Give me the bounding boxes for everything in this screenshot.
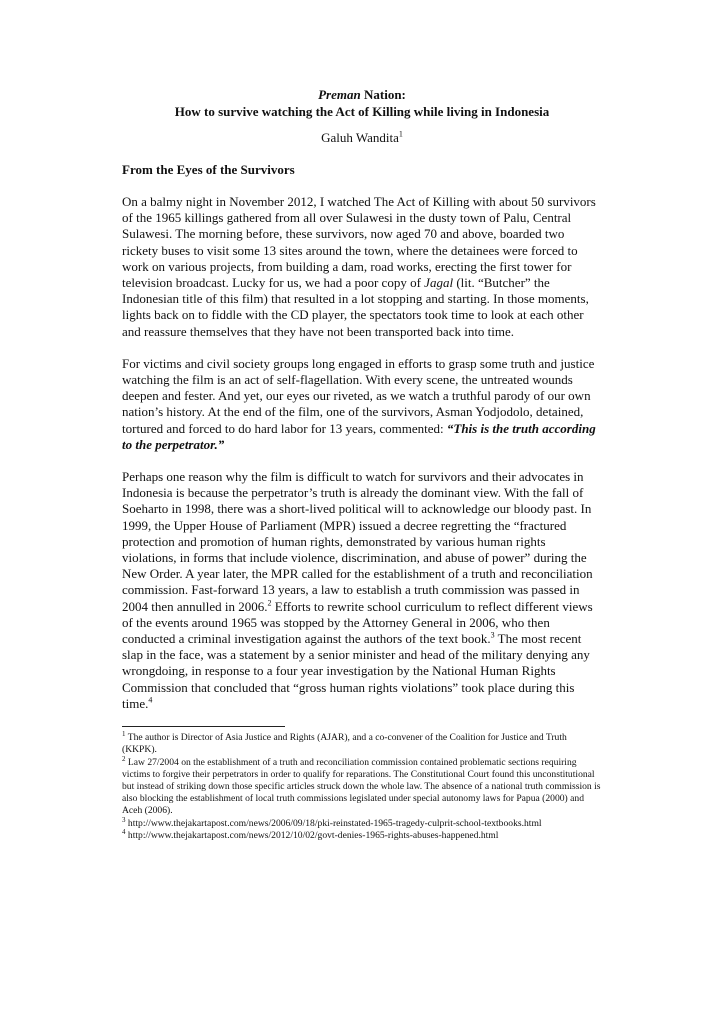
footnote-ref-4[interactable]: 4: [148, 695, 153, 705]
paragraph-1: [122, 194, 602, 340]
paragraph-3-text-a: Perhaps one reason why the film is difficult to watch for survivors and their advocates in Indonesia is because the perpetrator’s truth is already the dominant view. With the fall of Soeharto in 1998, there was a short-lived political will to acknowledge our bloody past. In 1999, the Upper House of Parliament (MPR) issued a decree regretting the “fractured protection and promotion of human rights, demonstrated by various human rights violations, in forms that include violence, discrimination, and abuse of power” during the New Order. A year later, the MPR called for the establishment of a truth and reconciliation commission. Fast-forward 13 years, a law to establish a truth commission was passed in 2004 then annulled in 2006.: [122, 469, 593, 614]
paragraph-3-text-b: Efforts to rewrite school curriculum to reflect different views of the events around 1965 was stopped by the Attorney General in 2006, who then conducted a criminal investigation against the authors of the text book.: [122, 598, 593, 647]
section-heading: From the Eyes of the Survivors: [122, 162, 295, 177]
title-line-1-rest: Nation:: [360, 87, 406, 102]
footnote-divider: [122, 726, 285, 727]
footnote-number: 2: [122, 754, 126, 763]
footnote-link[interactable]: http://www.thejakartapost.com/news/2012/10/02/govt-denies-1965-rights-abuses-happened.html: [125, 829, 499, 841]
survivor-quote: “This is the truth according to the perpetrator.”: [122, 420, 596, 452]
footnote-3: [122, 815, 602, 830]
paragraph-3: [122, 469, 602, 712]
footnote-text: Law 27/2004 on the establishment of a truth and reconciliation commission contained problematic sections requiring victims to forgive their perpetrators in order to qualify for reparations. The Constitutional Court found this unconstitutional but instead of striking down those specific articles struck down the whole law. The absence of a national truth commission is also blocking the establishment of local truth commissions legislated under special autonomy laws for Papua (2000) and Aceh (2006).: [122, 756, 601, 817]
paragraph-3-text-c: The most recent slap in the face, was a statement by a senior minister and head of the military denying any wrongdoing, in response to a four year investigation by the National Human Rights Commission that concluded that “gross human rights violations” took place during this time.: [122, 631, 590, 711]
title-italic-word: Preman: [318, 87, 361, 102]
paragraph-2: [122, 356, 602, 453]
paragraph-1-text-a: On a balmy night in November 2012, I watched The Act of Killing with about 50 survivors of the 1965 killings gathered from all over Sulawesi in the dusty town of Palu, Central Sulawesi. The morning before, these survivors, now aged 70 and above, boarded two rickety buses to visit some 13 sites around the town, where the detainees were forced to work on various projects, from building a dam, road works, erecting the first tower for television broadcast. Lucky for us, we had a poor copy of: [122, 194, 596, 291]
footnotes: [122, 729, 602, 842]
author-line: [122, 130, 602, 146]
footnote-number: 1: [122, 729, 126, 738]
title-line-1: [122, 86, 602, 103]
title-line-2: How to survive watching the Act of Killing while living in Indonesia: [174, 104, 550, 119]
paragraph-1-text-b: (lit. “Butcher” the Indonesian title of this film) that resulted in a lot stopping and starting. In those moments, lights back on to fiddle with the CD player, the spectators took time to look at each other and reassure themselves that they have not been transported back into time.: [122, 275, 589, 339]
footnote-1: [122, 729, 602, 756]
footnote-4: [122, 827, 602, 842]
footnote-2: [122, 754, 602, 818]
film-title-jagal: Jagal: [424, 275, 454, 291]
footnote-number: 4: [122, 827, 126, 836]
footnote-ref-3[interactable]: 3: [490, 630, 495, 640]
document-page: [122, 86, 602, 842]
footnote-ref-2[interactable]: 2: [267, 598, 272, 608]
paragraph-2-text: For victims and civil society groups long engaged in efforts to grasp some truth and justice watching the film is an act of self-flagellation. With every scene, the untreated wounds deepen and fester. And yet, our eyes our riveted, as we watch a truthful parody of our own nation’s history. At the end of the film, one of the survivors, Asman Yodjodolo, detained, tortured and forced to do hard labor for 13 years, commented:: [122, 355, 595, 436]
footnote-text: The author is Director of Asia Justice and Rights (AJAR), and a co-convener of the Coalition for Justice and Truth (KKPK).: [122, 732, 567, 756]
author-name: Galuh Wandita: [321, 130, 399, 145]
document-title: [122, 86, 602, 120]
footnote-ref-1[interactable]: 1: [398, 129, 403, 139]
footnote-number: 3: [122, 815, 126, 824]
footnote-link[interactable]: http://www.thejakartapost.com/news/2006/09/18/pki-reinstated-1965-tragedy-culprit-school-textbooks.html: [125, 817, 542, 829]
